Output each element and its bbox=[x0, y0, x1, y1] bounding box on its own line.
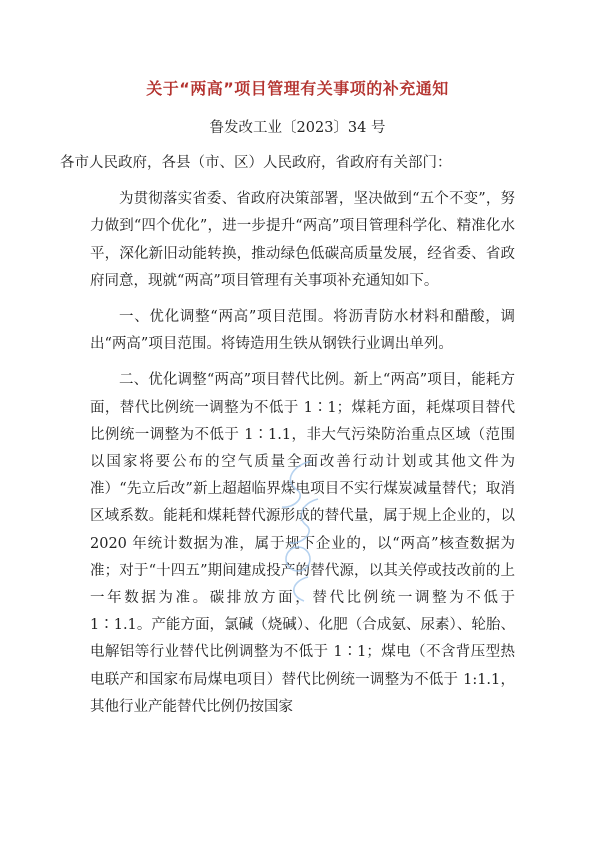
document-title: 关于“两高”项目管理有关事项的补充通知 bbox=[146, 79, 449, 98]
paragraph-intro: 为贯彻落实省委、省政府决策部署，坚决做到“五个不变”，努力做到“四个优化”，进一步提升“两高”项目管理科学化、精准化水平，深化新旧动能转换，推动绿色低碳高质量发展，经省委、省政府同意，现就“两高”项目管理有关事项补充通知如下。 bbox=[90, 191, 515, 289]
paragraph-section-2: 二、优化调整“两高”项目替代比例。新上“两高”项目，能耗方面，替代比例统一调整为不低于 1∶1；煤耗方面，耗煤项目替代比例统一调整为不低于 1∶1.1，非大气污染防治重点区域（范围以国家将要公布的空气质量全面改善行动计划或其他文件为准）“先立后改”新上超超临界煤电项目不实行煤炭减量替代；取消区域系数。能耗和煤耗替代源形成的替代量，属于规上企业的，以 2020 年统计数据为准，属于规下企业的，以“两高”核查数据为准；对于“十四五”期间建成投产的替代源，以其关停或技改前的上一年数据为准。碳排放方面，替代比例统一调整为不低于 1∶1.1。产能方面，氯碱（烧碱）、化肥（合成氨、尿素）、轮胎、电解铝等行业替代比例调整为不低于 1∶1；煤电（不含背压型热电联产和国家布局煤电项目）替代比例统一调整为不低于 1:1.1，其他行业产能替代比例仍按国家 bbox=[90, 372, 515, 715]
document-number: 鲁发改工业〔2023〕34 号 bbox=[209, 120, 386, 136]
paragraph-section-1: 一、优化调整“两高”项目范围。将沥青防水材料和醋酸，调出“两高”项目范围。将铸造用生铁从钢铁行业调出单列。 bbox=[90, 309, 515, 353]
salutation: 各市人民政府，各县（市、区）人民政府，省政府有关部门： bbox=[60, 155, 452, 171]
document-body bbox=[60, 150, 515, 730]
